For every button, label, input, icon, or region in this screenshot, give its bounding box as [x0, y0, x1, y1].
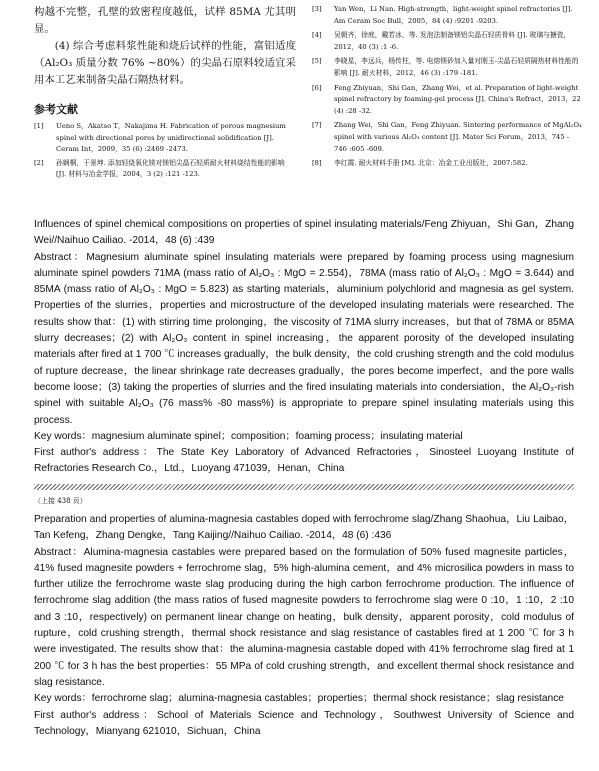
references-heading: 参考文献 — [34, 103, 78, 116]
reference-number: [5] — [312, 57, 322, 66]
reference-text: Feng Zhiyuan，Shi Gan，Zhang Wei，et al. Preparation of light-weight spinel refractory by foaming-gel process [J]. China's Refract，2013，22 (4) :28 -32. — [334, 83, 581, 115]
english-abstract-1 — [34, 217, 574, 478]
reference-text: Yan Wen，Li Nan. High-strength，light-weight spinel refractories [J]. Am Ceram Soc Bull，2005，84 (4) :9201 -9203. — [334, 5, 573, 25]
reference-item — [312, 30, 582, 53]
abstract-body: Abstract：Alumina-magnesia castables were prepared based on the formulation of 50% fused magnesite particles，41% fused magnesite powders + ferrochrome slag，5% high-alumina cement，and 4% microsilica powders in mass to further utilize the ferrochrome waste slag producing during the high carbon ferrochrome production. The influence of ferrochrome slag addition (the mass ratios of fused magnesite powders to ferrochrome slag were 0 :10，1 :10，2 :10 and 3 :10，respectively) on permanent linear change on heating，bulk density，apparent porosity，cold modulus of rupture，cold crushing strength，thermal shock resistance and slag resistance of castables fired at 1 200 ℃ for 3 h were investigated. The results show that：the alumina-magnesia castable doped with 41% ferrochrome slag fired at 1 200 ℃ for 3 h has the best properties：55 MPa of cold crushing strength，and excellent thermal shock resistance and slag resistance. — [34, 546, 574, 688]
reference-item — [34, 121, 296, 156]
abstract-address: First author's address：The State Key Laboratory of Advanced Refractories，Sinosteel Luoyang Institute of Refractories Research Co.，Ltd.，Luoyang 471039，Henan，China — [34, 447, 574, 475]
reference-text: 吴朝齐，徐庭，戴若冰，等. 发泡法制备镁铝尖晶石轻质骨料 [J]. 玻璃与搪瓷，2012，40 (3) :1 -6. — [334, 31, 571, 51]
reference-number: [6] — [312, 83, 322, 92]
reference-number: [8] — [312, 159, 322, 168]
reference-text: Ueno S，Akatso T，Nakajima H. Fabrication of porous magnesium spinel with directional pores by unidirectional solidification [J]. Ceram Int，2009，35 (6) :2469 -2473. — [56, 122, 286, 154]
abstract-address: First author's address：School of Materials Science and Technology，Southwest University of Science and Technology，Mianyang 621010，Sichuan，China — [34, 709, 574, 737]
reference-text: 李红霞. 耐火材料手册 [M]. 北京：冶金工业出版社，2007:582. — [334, 159, 528, 168]
reference-item — [312, 56, 582, 79]
abstract-keywords: Key words：ferrochrome slag；alumina-magnesia castables；properties；thermal shock resistance；slag resistance — [34, 693, 564, 705]
reference-number: [1] — [34, 122, 44, 130]
abstract-title: Influences of spinel chemical compositions on properties of spinel insulating materials/Feng Zhiyuan，Shi Gan，Zhang Wei//Naihuo Cailiao. -2014，48 (6) :439 — [34, 219, 574, 247]
abstract-title: Preparation and properties of alumina-magnesia castables doped with ferrochrome slag/Zhang Shaohua，Liu Laibao，Tan Kefeng，Zhang Dengke，Tang Kaijing//Naihuo Cailiao. -2014，48 (6) :436 — [34, 514, 574, 542]
english-abstract-2 — [34, 512, 574, 740]
right-column — [312, 4, 582, 173]
reference-number: [2] — [34, 158, 44, 167]
reference-item — [312, 83, 582, 118]
reference-text: Zhang Wei，Shi Gan，Feng Zhiyuan. Sintering performance of MgAl₂O₄ spinel with various Al₂O₃ content [J]. Mater Sci Forum，2013，745 - 746 :605 -609. — [334, 121, 582, 153]
abstract-body: Abstract：Magnesium aluminate spinel insulating materials were prepared by foaming process using magnesium aluminate spinel powders 71MA (mass ratio of Al₂O₃ : MgO = 2.554)，78MA (mass ratio of Al₂O₃ : MgO = 3.644) and 85MA (mass ratio of Al₂O₃ : MgO = 5.823) as starting materials，aluminium polychlorid and magnesia as gel system. Properties of the slurries，properties and microstructure of the developed insulating materials were researched. The results show that：(1) with stirring time prolonging，the viscosity of 71MA slurry increases，but that of 78MA or 85MA slurry decreases；(2) with Al₂O₃ content in spinel increasing，the apparent porosity of the developed insulating materials after fired at 1 700 ℃ increases gradually，the bulk density，the cold crushing strength and the cold modulus of rupture decrease，the linear shrinkage rate decreases gradually，the pores become imperfect，and the pore walls become loose；(3) taking the properties of slurries and the fired insulating materials into condersiation，the Al₂O₃-rish spinel with suitable Al₂O₃ (76 mass% -80 mass%) is appropriate to prepare spinel insulating materials using this process. — [34, 251, 574, 426]
reference-number: [3] — [312, 5, 322, 13]
reference-number: [7] — [312, 121, 322, 130]
reference-item — [312, 4, 582, 27]
continued-from-label: （上接 438 页） — [34, 497, 87, 505]
reference-text: 孙娴桐，于景坤. 添加轻烧氧化镁对镁铝尖晶石轻质耐火材料烧结性能的影响 [J]. 材料与冶金学报，2004，3 (2) :121 -123. — [56, 158, 285, 179]
left-column — [34, 4, 296, 183]
reference-text: 李晓星，李远兵，杨传柱，等. 电熔镁砂加入量对刚玉-尖晶石轻质隔热材料性能的影响 [J]. 耐火材料，2012，46 (3) :179 -181. — [334, 57, 579, 77]
reference-item — [312, 158, 582, 170]
reference-item — [34, 158, 296, 181]
reference-item — [312, 120, 582, 155]
abstract-keywords: Key words：magnesium aluminate spinel；composition；foaming process；insulating material — [34, 430, 463, 442]
wavy-divider — [34, 484, 574, 490]
reference-number: [4] — [312, 31, 322, 40]
body-paragraph-2: (4) 综合考虑料浆性能和烧后试样的性能，富铝适度（Al₂O₃ 质量分数 76% ~80%）的尖晶石原料较适宜采用本工艺来制备尖晶石隔热材料。 — [34, 40, 296, 86]
body-paragraph-1: 构越不完整，孔壁的致密程度越低，试样 85MA 尤其明显。 — [34, 6, 296, 35]
